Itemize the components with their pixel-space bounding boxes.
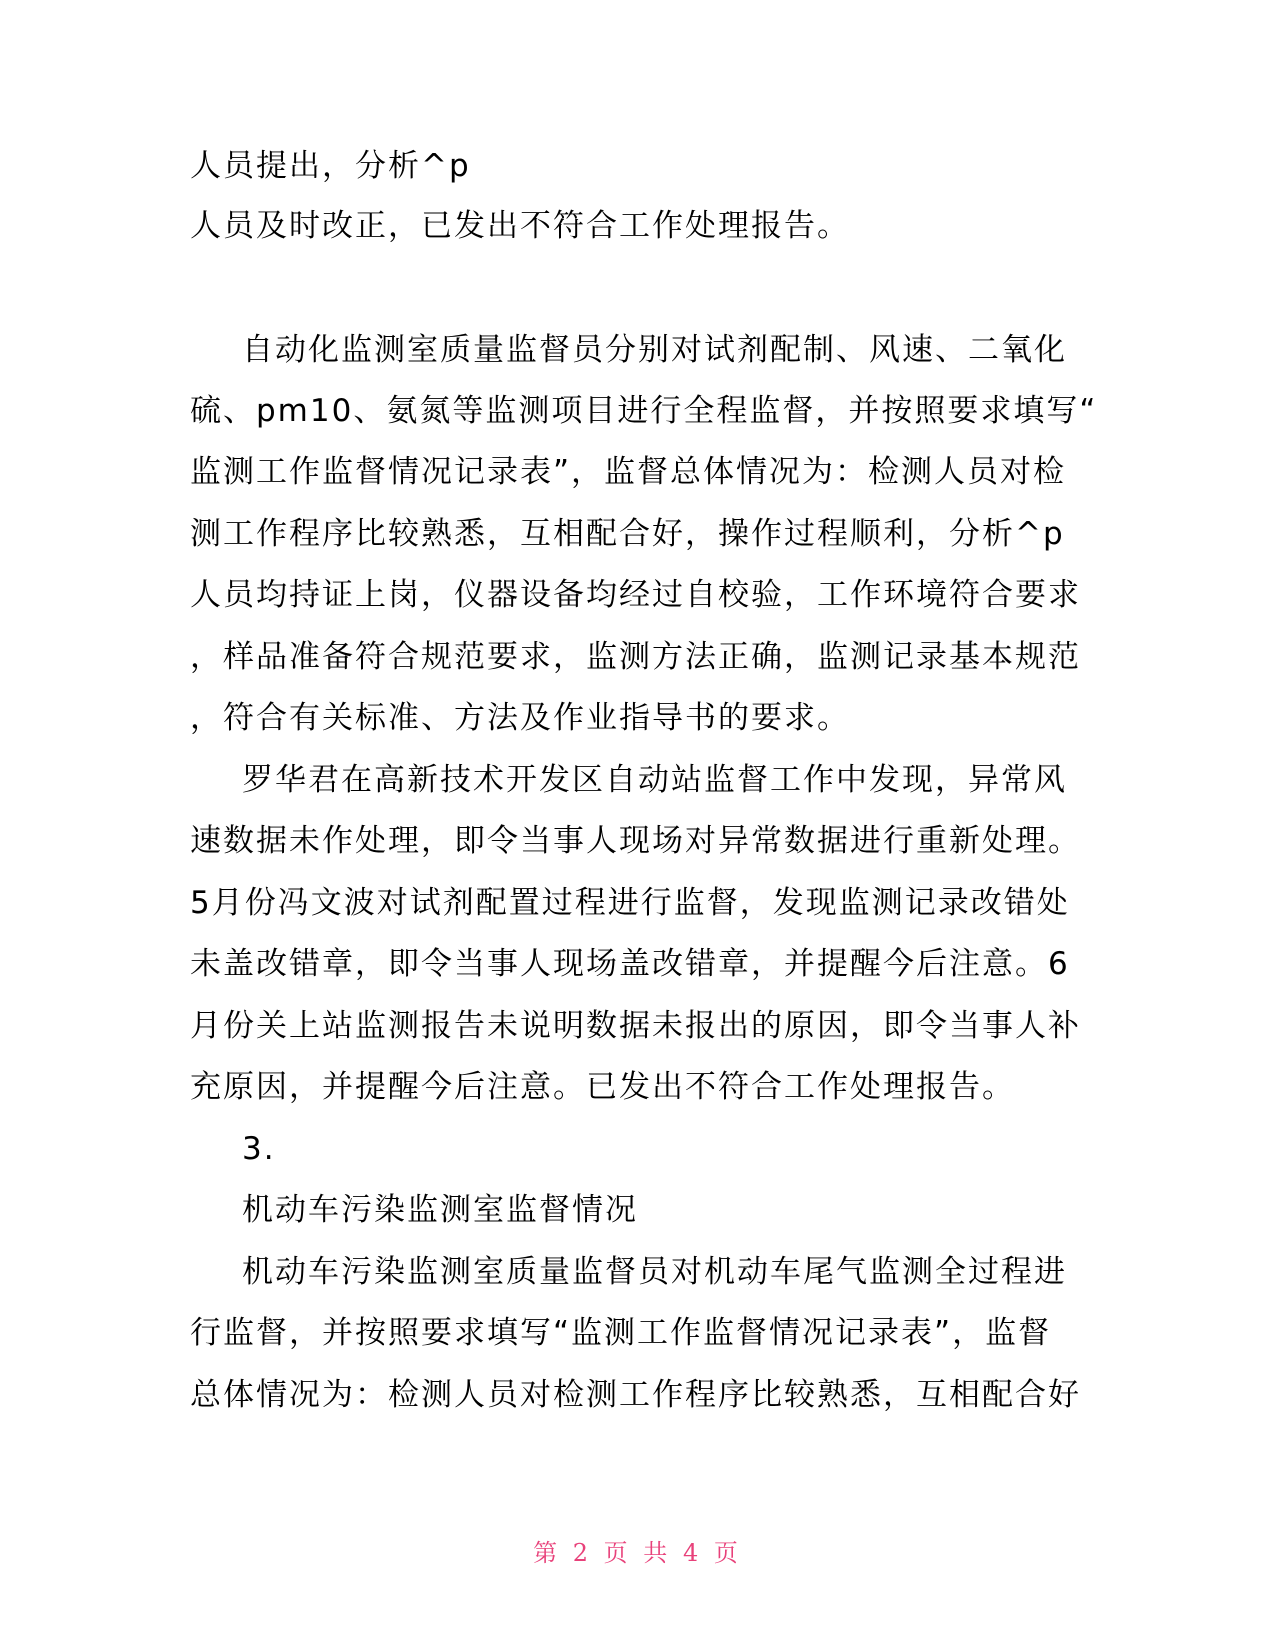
body-line: 人员均持证上岗，仪器设备均经过自校验，工作环境符合要求 <box>190 577 1081 613</box>
page-number-footer: 第 2 页 共 4 页 <box>533 1539 742 1567</box>
body-line: 行监督，并按照要求填写“监测工作监督情况记录表”，监督 <box>190 1315 1052 1351</box>
paragraph-start-line: 机动车污染监测室质量监督员对机动车尾气监测全过程进 <box>242 1254 1067 1290</box>
body-line: 充原因，并提醒今后注意。已发出不符合工作处理报告。 <box>190 1069 1015 1105</box>
body-line: ，符合有关标准、方法及作业指导书的要求。 <box>190 700 850 736</box>
body-line: 总体情况为：检测人员对检测工作程序比较熟悉，互相配合好 <box>190 1377 1081 1413</box>
paragraph-start-line: 自动化监测室质量监督员分别对试剂配制、风速、二氧化 <box>242 332 1067 368</box>
paragraph-start-line: 罗华君在高新技术开发区自动站监督工作中发现，异常风 <box>242 762 1067 798</box>
body-line: 测工作程序比较熟悉，互相配合好，操作过程顺利，分析^p <box>190 516 1065 552</box>
body-line: 监测工作监督情况记录表”，监督总体情况为：检测人员对检 <box>190 454 1067 490</box>
section-number: 3. <box>242 1131 276 1167</box>
body-line: ，样品准备符合规范要求，监测方法正确，监测记录基本规范 <box>190 639 1081 675</box>
body-line: 速数据未作处理，即令当事人现场对异常数据进行重新处理。 <box>190 823 1081 859</box>
body-line: 月份关上站监测报告未说明数据未报出的原因，即令当事人补 <box>190 1008 1081 1044</box>
body-line: 5月份冯文波对试剂配置过程进行监督，发现监测记录改错处 <box>190 885 1070 921</box>
body-line: 人员及时改正，已发出不符合工作处理报告。 <box>190 208 850 244</box>
section-heading: 机动车污染监测室监督情况 <box>242 1192 638 1228</box>
body-line: 未盖改错章，即令当事人现场盖改错章，并提醒今后注意。6 <box>190 946 1070 982</box>
body-line: 硫、pm10、氨氮等监测项目进行全程监督，并按照要求填写“ <box>190 393 1098 429</box>
body-line: 人员提出，分析^p <box>190 148 471 184</box>
